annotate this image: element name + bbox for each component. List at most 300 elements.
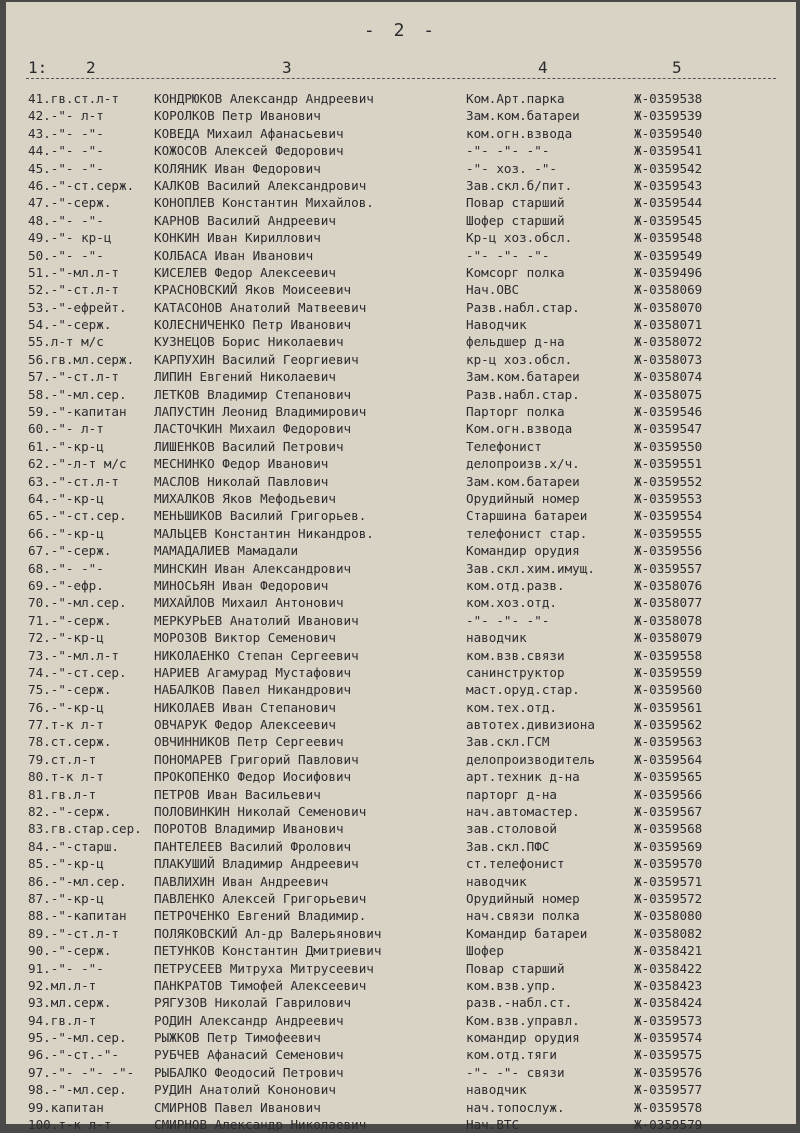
rank-cell: 85.-"-кр-ц (28, 856, 104, 872)
award-number-cell: Ж-0359565 (634, 769, 703, 785)
award-number-cell: Ж-0359552 (634, 473, 703, 489)
name-cell: СМИРНОВ Александр Николаевич (154, 1117, 367, 1133)
name-cell: КОНОПЛЕВ Константин Михайлов. (154, 195, 374, 211)
rank-cell: 80.т-к л-т (28, 769, 104, 785)
award-number-cell: Ж-0358080 (634, 908, 703, 924)
position-cell: ком.отд.тяги (466, 1047, 557, 1063)
name-cell: ЛИШЕНКОВ Василий Петрович (154, 438, 344, 454)
position-cell: командир орудия (466, 1030, 580, 1046)
list-item (6, 803, 796, 820)
name-cell: МЕНЬШИКОВ Василий Григорьев. (154, 508, 367, 524)
position-cell: Кр-ц хоз.обсл. (466, 230, 573, 246)
list-item (6, 1012, 796, 1029)
name-cell: ПЕТРОЧЕНКО Евгений Владимир. (154, 908, 367, 924)
list-item (6, 1029, 796, 1046)
list-item (6, 786, 796, 803)
position-cell: -"- -"- -"- (466, 143, 550, 159)
name-cell: ПЕТУНКОВ Константин Дмитриевич (154, 943, 382, 959)
award-number-cell: Ж-0359567 (634, 804, 703, 820)
rank-cell: 54.-"-серж. (28, 317, 112, 333)
position-cell: Повар старший (466, 195, 565, 211)
position-cell: нач.топослуж. (466, 1099, 565, 1115)
position-cell: Орудийный номер (466, 490, 580, 506)
list-item (6, 281, 796, 298)
rank-cell: 71.-"-серж. (28, 612, 112, 628)
name-cell: ПАВЛЕНКО Алексей Григорьевич (154, 890, 367, 906)
rank-cell: 81.гв.л-т (28, 786, 97, 802)
name-cell: КОЛЕСНИЧЕНКО Петр Иванович (154, 317, 352, 333)
award-number-cell: Ж-0358073 (634, 351, 703, 367)
name-cell: КОНДРЮКОВ Александр Андреевич (154, 91, 374, 106)
rank-cell: 57.-"-ст.л-т (28, 369, 119, 385)
name-cell: ЛИПИН Евгений Николаевич (154, 369, 336, 385)
award-number-cell: Ж-0359560 (634, 682, 703, 698)
award-number-cell: Ж-0359556 (634, 543, 703, 559)
award-number-cell: Ж-0359566 (634, 786, 703, 802)
list-item (6, 873, 796, 890)
award-number-cell: Ж-0358422 (634, 960, 703, 976)
position-cell: ком.взв.связи (466, 647, 565, 663)
rank-cell: 66.-"-кр-ц (28, 525, 104, 541)
position-cell: арт.техник д-на (466, 769, 580, 785)
award-number-cell: Ж-0359576 (634, 1064, 703, 1080)
position-cell: автотех.дивизиона (466, 717, 595, 733)
award-number-cell: Ж-0359548 (634, 230, 703, 246)
name-cell: МИХАЛКОВ Яков Мефодьевич (154, 490, 336, 506)
list-item (6, 1046, 796, 1063)
rank-cell: 84.-"-старш. (28, 838, 119, 854)
rank-cell: 76.-"-кр-ц (28, 699, 104, 715)
name-cell: МАМАДАЛИЕВ Мамадали (154, 543, 299, 559)
rank-cell: 44.-"- -"- (28, 143, 104, 159)
award-number-cell: Ж-0358077 (634, 595, 703, 611)
award-number-cell: Ж-0359549 (634, 247, 703, 263)
name-cell: ПАНТЕЛЕЕВ Василий Фролович (154, 838, 352, 854)
list-item (6, 490, 796, 507)
name-cell: НИКОЛАЕНКО Степан Сергеевич (154, 647, 359, 663)
list-item (6, 351, 796, 368)
rank-cell: 73.-"-мл.л-т (28, 647, 119, 663)
name-cell: ОВЧАРУК Федор Алексеевич (154, 717, 336, 733)
rank-cell: 60.-"- л-т (28, 421, 104, 437)
award-number-cell: Ж-0359570 (634, 856, 703, 872)
award-number-cell: Ж-0359538 (634, 91, 703, 106)
position-cell: Зав.скл.ГСМ (466, 734, 550, 750)
position-cell: -"- -"- -"- (466, 612, 550, 628)
rank-cell: 50.-"- -"- (28, 247, 104, 263)
rank-cell: 58.-"-мл.сер. (28, 386, 127, 402)
position-cell: Орудийный номер (466, 890, 580, 906)
name-cell: КУЗНЕЦОВ Борис Николаевич (154, 334, 344, 350)
position-cell: нач.автомастер. (466, 804, 580, 820)
list-item (6, 820, 796, 837)
list-item (6, 855, 796, 872)
name-cell: РУДИН Анатолий Кононович (154, 1082, 336, 1098)
list-item (6, 473, 796, 490)
list-item (6, 1099, 796, 1116)
position-cell: Повар старший (466, 960, 565, 976)
award-number-cell: Ж-0359547 (634, 421, 703, 437)
position-cell: -"- -"- связи (466, 1064, 565, 1080)
name-cell: НАБАЛКОВ Павел Никандрович (154, 682, 352, 698)
list-item (6, 716, 796, 733)
award-number-cell: Ж-0358079 (634, 630, 703, 646)
list-item (6, 212, 796, 229)
rank-cell: 89.-"-ст.л-т (28, 925, 119, 941)
name-cell: ЛАПУСТИН Леонид Владимирович (154, 404, 367, 420)
position-cell: Ком.огн.взвода (466, 421, 573, 437)
position-cell: делопроизв.х/ч. (466, 456, 580, 472)
rank-cell: 49.-"- кр-ц (28, 230, 112, 246)
rank-cell: 72.-"-кр-ц (28, 630, 104, 646)
name-cell: ПОЛЯКОВСКИЙ Ал-др Валерьянович (154, 925, 382, 941)
name-cell: КОРОЛКОВ Петр Иванович (154, 108, 321, 124)
position-cell: Телефонист (466, 438, 542, 454)
position-cell: санинструктор (466, 664, 565, 680)
name-cell: РЫБАЛКО Феодосий Петрович (154, 1064, 344, 1080)
list-item (6, 681, 796, 698)
name-cell: МИНСКИН Иван Александрович (154, 560, 352, 576)
name-cell: РУБЧЕВ Афанасий Семенович (154, 1047, 344, 1063)
rank-cell: 68.-"- -"- (28, 560, 104, 576)
rank-cell: 90.-"-серж. (28, 943, 112, 959)
rank-cell: 95.-"-мл.сер. (28, 1030, 127, 1046)
award-number-cell: Ж-0358070 (634, 299, 703, 315)
name-cell: КОВЕДА Михаил Афанасьевич (154, 125, 344, 141)
position-cell: нач.связи полка (466, 908, 580, 924)
list-item (6, 247, 796, 264)
position-cell: маст.оруд.стар. (466, 682, 580, 698)
position-cell: Комсорг полка (466, 264, 565, 280)
list-item (6, 768, 796, 785)
rank-cell: 87.-"-кр-ц (28, 890, 104, 906)
list-item (6, 629, 796, 646)
name-cell: КОЖОСОВ Алексей Федорович (154, 143, 344, 159)
award-number-cell: Ж-0359555 (634, 525, 703, 541)
name-cell: ПЕТРУСЕЕВ Митруха Митрусеевич (154, 960, 374, 976)
list-item (6, 699, 796, 716)
rank-cell: 78.ст.серж. (28, 734, 112, 750)
position-cell: Шофер старший (466, 212, 565, 228)
award-number-cell: Ж-0359558 (634, 647, 703, 663)
rank-cell: 96.-"-ст.-"- (28, 1047, 119, 1063)
list-item (6, 455, 796, 472)
rank-cell: 59.-"-капитан (28, 404, 127, 420)
list-item (6, 1081, 796, 1098)
list-item (6, 420, 796, 437)
list-item (6, 403, 796, 420)
name-cell: ЛАСТОЧКИН Михаил Федорович (154, 421, 352, 437)
position-cell: ст.телефонист (466, 856, 565, 872)
rank-cell: 55.л-т м/с (28, 334, 104, 350)
header-divider (26, 78, 776, 79)
list-item (6, 177, 796, 194)
award-number-cell: Ж-0359542 (634, 160, 703, 176)
list-item (6, 977, 796, 994)
rank-cell: 63.-"-ст.л-т (28, 473, 119, 489)
position-cell: ком.хоз.отд. (466, 595, 557, 611)
rank-cell: 97.-"- -"- -"- (28, 1064, 135, 1080)
position-cell: Зав.скл.хим.имущ. (466, 560, 595, 576)
award-number-cell: Ж-0359568 (634, 821, 703, 837)
rank-cell: 67.-"-серж. (28, 543, 112, 559)
column-header-1: 1: (28, 58, 48, 77)
award-number-cell: Ж-0359557 (634, 560, 703, 576)
award-number-cell: Ж-0359564 (634, 751, 703, 767)
position-cell: делопроизводитель (466, 751, 595, 767)
position-cell: Парторг полка (466, 404, 565, 420)
list-item (6, 542, 796, 559)
list-item (6, 264, 796, 281)
award-number-cell: Ж-0359569 (634, 838, 703, 854)
list-item (6, 90, 796, 107)
award-number-cell: Ж-0359541 (634, 143, 703, 159)
rank-cell: 74.-"-ст.сер. (28, 664, 127, 680)
name-cell: МИХАЙЛОВ Михаил Антонович (154, 595, 344, 611)
award-number-cell: Ж-0358423 (634, 977, 703, 993)
position-cell: разв.-набл.ст. (466, 995, 573, 1011)
name-cell: ПЛАКУШИЙ Владимир Андреевич (154, 856, 359, 872)
name-cell: КИСЕЛЕВ Федор Алексеевич (154, 264, 336, 280)
award-number-cell: Ж-0359563 (634, 734, 703, 750)
name-cell: МИНОСЬЯН Иван Федорович (154, 577, 329, 593)
name-cell: МАСЛОВ Николай Павлович (154, 473, 329, 489)
position-cell: Разв.набл.стар. (466, 386, 580, 402)
rank-cell: 91.-"- -"- (28, 960, 104, 976)
rank-cell: 93.мл.серж. (28, 995, 112, 1011)
list-item (6, 612, 796, 629)
award-number-cell: Ж-0359496 (634, 264, 703, 280)
rank-cell: 99.капитан (28, 1099, 104, 1115)
name-cell: ОВЧИННИКОВ Петр Сергеевич (154, 734, 344, 750)
list-item (6, 560, 796, 577)
list-item (6, 838, 796, 855)
rank-cell: 42.-"- л-т (28, 108, 104, 124)
name-cell: ПАВЛИХИН Иван Андреевич (154, 873, 329, 889)
rank-cell: 98.-"-мл.сер. (28, 1082, 127, 1098)
name-cell: НИКОЛАЕВ Иван Степанович (154, 699, 336, 715)
award-number-cell: Ж-0359579 (634, 1117, 703, 1133)
award-number-cell: Ж-0358075 (634, 386, 703, 402)
list-item (6, 160, 796, 177)
name-cell: КОЛЯНИК Иван Федорович (154, 160, 321, 176)
award-number-cell: Ж-0359550 (634, 438, 703, 454)
list-item (6, 925, 796, 942)
list-item (6, 960, 796, 977)
award-number-cell: Ж-0359559 (634, 664, 703, 680)
position-cell: Зам.ком.батареи (466, 108, 580, 124)
award-number-cell: Ж-0358072 (634, 334, 703, 350)
position-cell: ком.отд.разв. (466, 577, 565, 593)
column-header-3: 3 (282, 58, 292, 77)
position-cell: Разв.набл.стар. (466, 299, 580, 315)
rank-cell: 45.-"- -"- (28, 160, 104, 176)
rank-cell: 100.т-к л-т (28, 1117, 112, 1133)
name-cell: МЕРКУРЬЕВ Анатолий Иванович (154, 612, 359, 628)
position-cell: фельдшер д-на (466, 334, 565, 350)
name-cell: НАРИЕВ Агамурад Мустафович (154, 664, 352, 680)
rank-cell: 61.-"-кр-ц (28, 438, 104, 454)
award-number-cell: Ж-0359572 (634, 890, 703, 906)
name-cell: КАРПУХИН Василий Георгиевич (154, 351, 359, 367)
personnel-list (6, 90, 796, 1133)
rank-cell: 46.-"-ст.серж. (28, 177, 135, 193)
position-cell: ком.тех.отд. (466, 699, 557, 715)
rank-cell: 88.-"-капитан (28, 908, 127, 924)
position-cell: Зав.скл.б/пит. (466, 177, 573, 193)
name-cell: ЛЕТКОВ Владимир Степанович (154, 386, 352, 402)
award-number-cell: Ж-0359554 (634, 508, 703, 524)
award-number-cell: Ж-0358069 (634, 282, 703, 298)
award-number-cell: Ж-0359574 (634, 1030, 703, 1046)
name-cell: ПОЛОВИНКИН Николай Семенович (154, 804, 367, 820)
rank-cell: 69.-"-ефр. (28, 577, 104, 593)
award-number-cell: Ж-0359540 (634, 125, 703, 141)
position-cell: Ком.взв.управл. (466, 1012, 580, 1028)
page-number: - 2 - (363, 20, 439, 41)
list-item (6, 1116, 796, 1133)
rank-cell: 41.гв.ст.л-т (28, 91, 119, 106)
list-item (6, 107, 796, 124)
position-cell: Нач.ВТС (466, 1117, 520, 1133)
position-cell: наводчик (466, 873, 527, 889)
list-item (6, 942, 796, 959)
name-cell: МАЛЬЦЕВ Константин Никандров. (154, 525, 374, 541)
rank-cell: 94.гв.л-т (28, 1012, 97, 1028)
position-cell: Зав.скл.ПФС (466, 838, 550, 854)
list-item (6, 368, 796, 385)
list-item (6, 907, 796, 924)
award-number-cell: Ж-0359545 (634, 212, 703, 228)
position-cell: Нач.ОВС (466, 282, 520, 298)
list-item (6, 438, 796, 455)
position-cell: Зам.ком.батареи (466, 369, 580, 385)
award-number-cell: Ж-0359546 (634, 404, 703, 420)
rank-cell: 53.-"-ефрейт. (28, 299, 127, 315)
list-item (6, 316, 796, 333)
award-number-cell: Ж-0358076 (634, 577, 703, 593)
name-cell: ПОНОМАРЕВ Григорий Павлович (154, 751, 359, 767)
award-number-cell: Ж-0359562 (634, 717, 703, 733)
position-cell: Командир батареи (466, 925, 588, 941)
award-number-cell: Ж-0359543 (634, 177, 703, 193)
award-number-cell: Ж-0358074 (634, 369, 703, 385)
list-item (6, 229, 796, 246)
list-item (6, 194, 796, 211)
list-item (6, 890, 796, 907)
list-item (6, 142, 796, 159)
document-page (6, 2, 796, 1133)
position-cell: Зам.ком.батареи (466, 473, 580, 489)
rank-cell: 62.-"-л-т м/с (28, 456, 127, 472)
rank-cell: 48.-"- -"- (28, 212, 104, 228)
list-item (6, 751, 796, 768)
list-item (6, 994, 796, 1011)
rank-cell: 75.-"-серж. (28, 682, 112, 698)
award-number-cell: Ж-0359578 (634, 1099, 703, 1115)
award-number-cell: Ж-0358071 (634, 317, 703, 333)
list-item (6, 125, 796, 142)
position-cell: Наводчик (466, 317, 527, 333)
list-item (6, 1064, 796, 1081)
name-cell: КОНКИН Иван Кириллович (154, 230, 321, 246)
name-cell: КАРНОВ Василий Андреевич (154, 212, 336, 228)
rank-cell: 83.гв.стар.сер. (28, 821, 142, 837)
award-number-cell: Ж-0358078 (634, 612, 703, 628)
name-cell: ПРОКОПЕНКО Федор Иосифович (154, 769, 352, 785)
award-number-cell: Ж-0359553 (634, 490, 703, 506)
award-number-cell: Ж-0359577 (634, 1082, 703, 1098)
name-cell: МОРОЗОВ Виктор Семенович (154, 630, 336, 646)
position-cell: Шофер (466, 943, 504, 959)
list-item (6, 594, 796, 611)
position-cell: наводчик (466, 630, 527, 646)
rank-cell: 47.-"-серж. (28, 195, 112, 211)
list-item (6, 333, 796, 350)
position-cell: Командир орудия (466, 543, 580, 559)
name-cell: ПЕТРОВ Иван Васильевич (154, 786, 321, 802)
column-header-2: 2 (86, 58, 96, 77)
name-cell: КАТАСОНОВ Анатолий Матвеевич (154, 299, 367, 315)
name-cell: РЯГУЗОВ Николай Гаврилович (154, 995, 352, 1011)
award-number-cell: Ж-0359551 (634, 456, 703, 472)
column-header-5: 5 (672, 58, 682, 77)
rank-cell: 92.мл.л-т (28, 977, 97, 993)
rank-cell: 43.-"- -"- (28, 125, 104, 141)
column-header-4: 4 (538, 58, 548, 77)
award-number-cell: Ж-0359573 (634, 1012, 703, 1028)
rank-cell: 51.-"-мл.л-т (28, 264, 119, 280)
position-cell: ком.огн.взвода (466, 125, 573, 141)
rank-cell: 52.-"-ст.л-т (28, 282, 119, 298)
award-number-cell: Ж-0358421 (634, 943, 703, 959)
list-item (6, 733, 796, 750)
name-cell: РОДИН Александр Андреевич (154, 1012, 344, 1028)
list-item (6, 577, 796, 594)
position-cell: -"- -"- -"- (466, 247, 550, 263)
list-item (6, 525, 796, 542)
name-cell: ПОРОТОВ Владимир Иванович (154, 821, 344, 837)
name-cell: ПАНКРАТОВ Тимофей Алексеевич (154, 977, 367, 993)
rank-cell: 65.-"-ст.сер. (28, 508, 127, 524)
list-item (6, 507, 796, 524)
award-number-cell: Ж-0359571 (634, 873, 703, 889)
list-item (6, 299, 796, 316)
position-cell: зав.столовой (466, 821, 557, 837)
position-cell: -"- хоз. -"- (466, 160, 557, 176)
list-item (6, 386, 796, 403)
list-item (6, 647, 796, 664)
name-cell: КОЛБАСА Иван Иванович (154, 247, 314, 263)
position-cell: телефонист стар. (466, 525, 588, 541)
position-cell: наводчик (466, 1082, 527, 1098)
rank-cell: 77.т-к л-т (28, 717, 104, 733)
name-cell: РЫЖКОВ Петр Тимофеевич (154, 1030, 321, 1046)
rank-cell: 82.-"-серж. (28, 804, 112, 820)
position-cell: Ком.Арт.парка (466, 91, 565, 106)
rank-cell: 56.гв.мл.серж. (28, 351, 135, 367)
award-number-cell: Ж-0358082 (634, 925, 703, 941)
award-number-cell: Ж-0359544 (634, 195, 703, 211)
rank-cell: 79.ст.л-т (28, 751, 97, 767)
award-number-cell: Ж-0358424 (634, 995, 703, 1011)
award-number-cell: Ж-0359575 (634, 1047, 703, 1063)
rank-cell: 64.-"-кр-ц (28, 490, 104, 506)
award-number-cell: Ж-0359561 (634, 699, 703, 715)
name-cell: КАЛКОВ Василий Александрович (154, 177, 367, 193)
name-cell: СМИРНОВ Павел Иванович (154, 1099, 321, 1115)
name-cell: КРАСНОВСКИЙ Яков Моисеевич (154, 282, 352, 298)
